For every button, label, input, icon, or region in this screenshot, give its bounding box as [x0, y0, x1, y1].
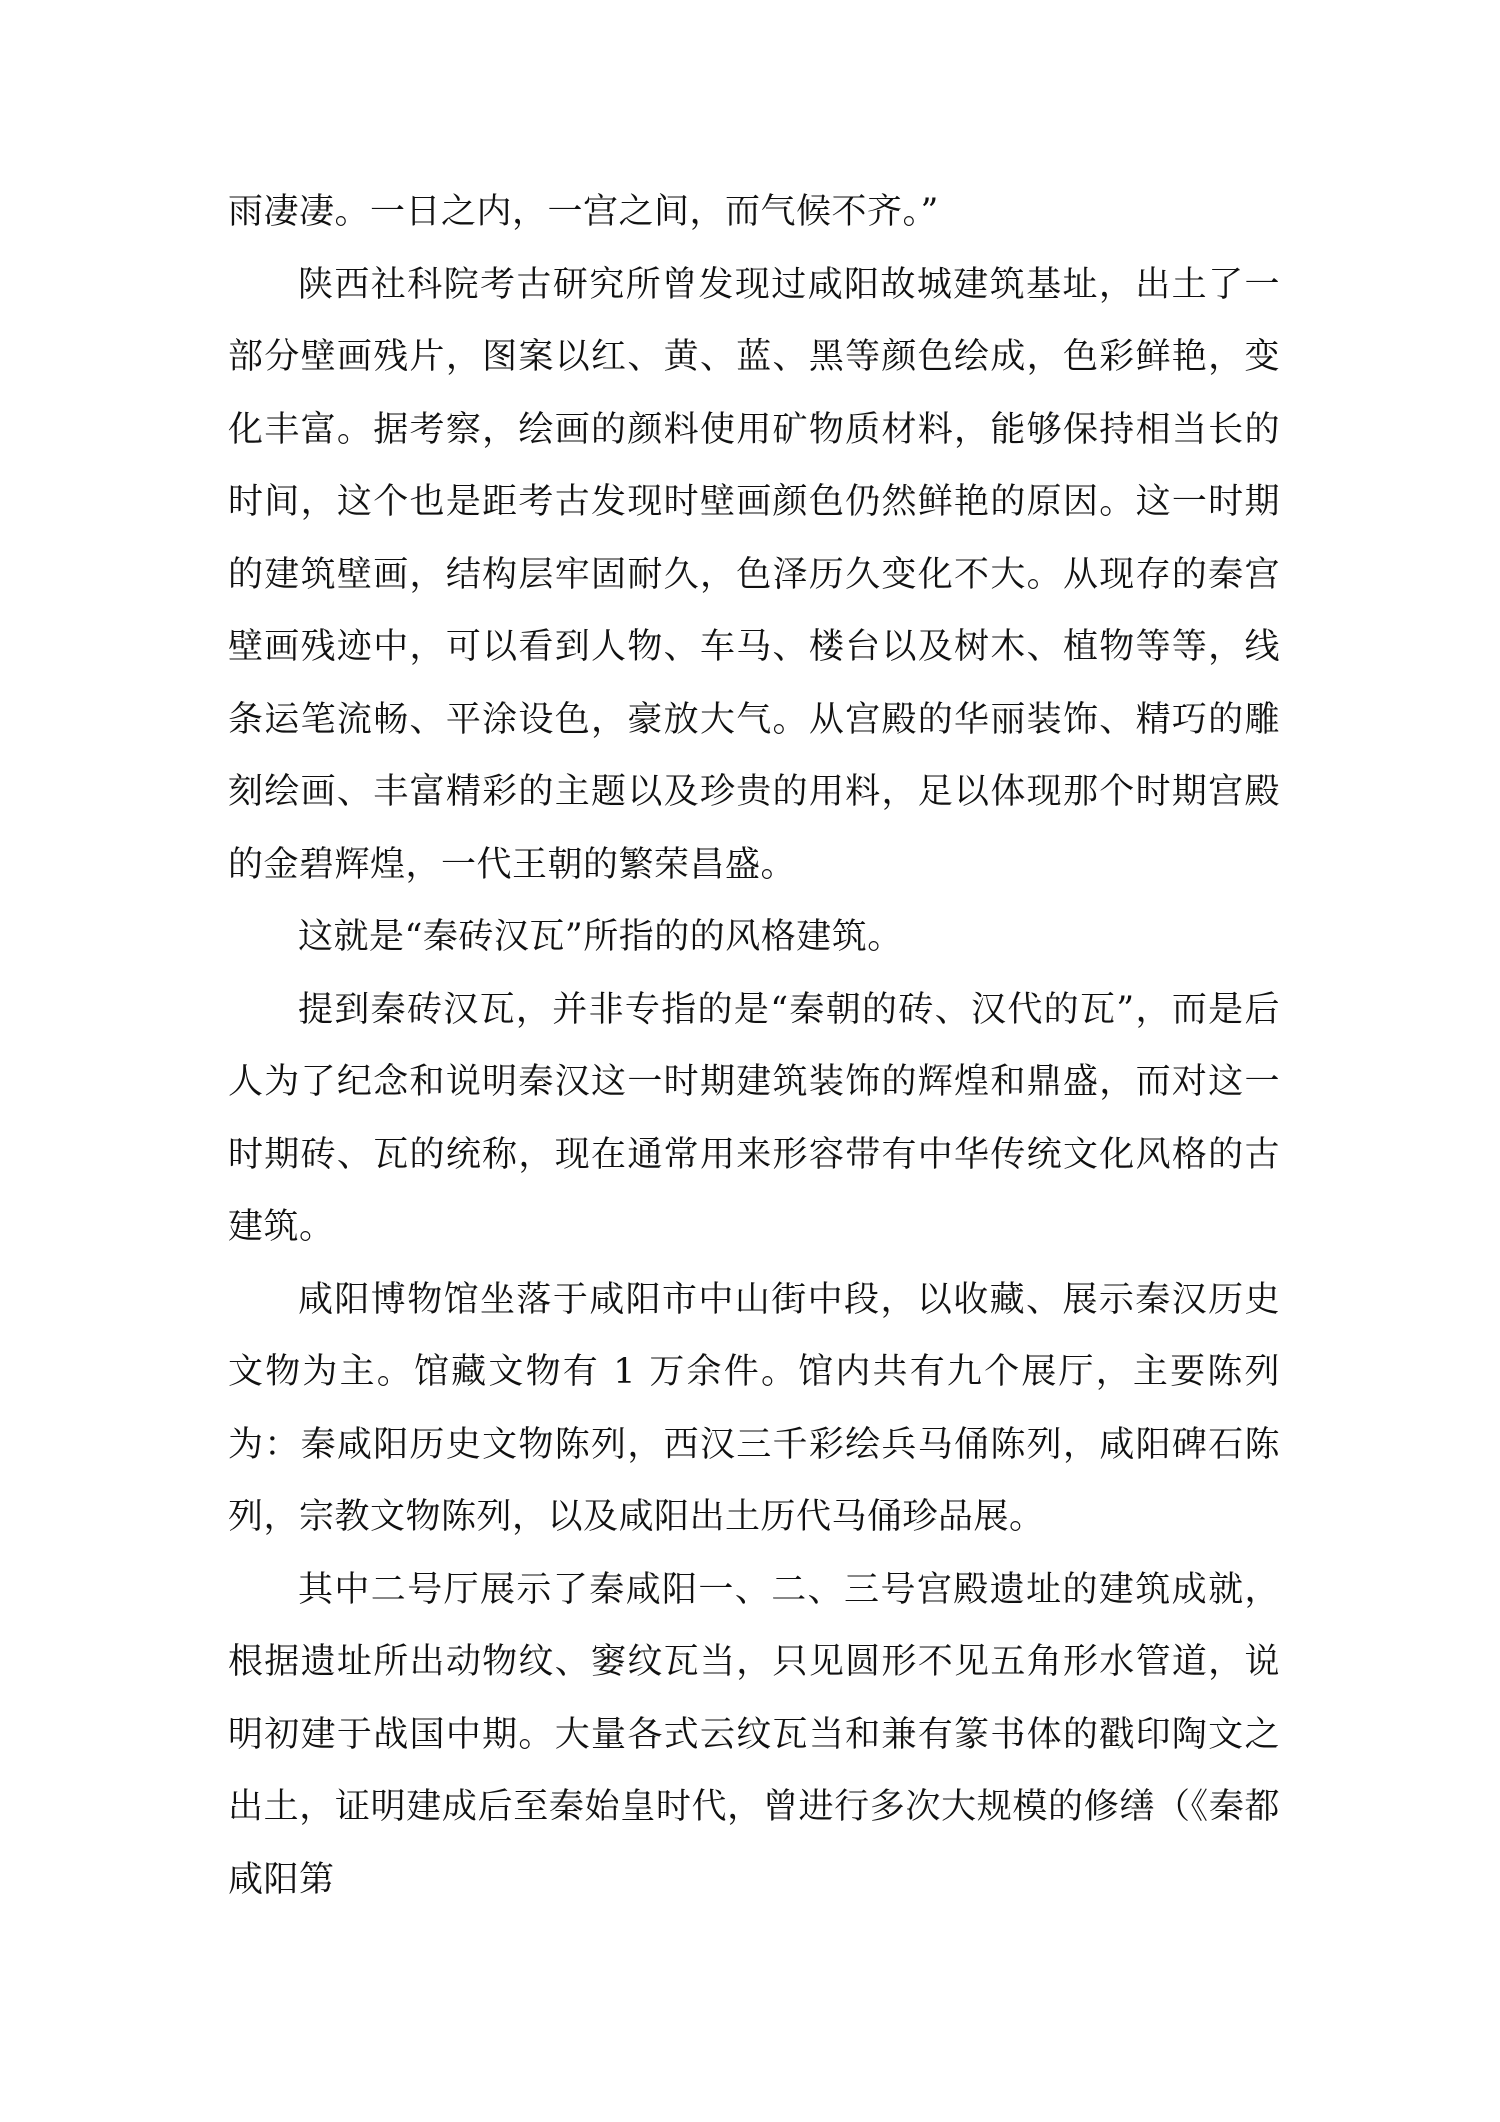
- paragraph-murals: 陕西社科院考古研究所曾发现过咸阳故城建筑基址，出土了一部分壁画残片，图案以红、黄、蓝、黑等颜色绘成，色彩鲜艳，变化丰富。据考察，绘画的颜料使用矿物质材料，能够保持相当长的时间，这个也是距考古发现时壁画颜色仍然鲜艳的原因。这一时期的建筑壁画，结构层牢固耐久，色泽历久变化不大。从现存的秦宫壁画残迹中，可以看到人物、车马、楼台以及树木、植物等等，线条运笔流畅、平涂设色，豪放大气。从宫殿的华丽装饰、精巧的雕刻绘画、丰富精彩的主题以及珍贵的用料，足以体现那个时期宫殿的金碧辉煌，一代王朝的繁荣昌盛。: [228, 264, 1280, 885]
- paragraph-hall-two: 其中二号厅展示了秦咸阳一、二、三号宫殿遗址的建筑成就，根据遗址所出动物纹、窭纹瓦当，只见圆形不见五角形水管道，说明初建于战国中期。大量各式云纹瓦当和兼有篆书体的戳印陶文之出土，证明建成后至秦始皇时代，曾进行多次大规模的修缮（《秦都咸阳第: [228, 1569, 1280, 1900]
- paragraph-xianyang-museum: 咸阳博物馆坐落于咸阳市中山街中段，以收藏、展示秦汉历史文物为主。馆藏文物有 1 万余件。馆内共有九个展厅，主要陈列为：秦咸阳历史文物陈列，西汉三千彩绘兵马俑陈列，咸阳碑石陈列，宗教文物陈列，以及咸阳出土历代马俑珍品展。: [228, 1279, 1280, 1537]
- paragraph-qin-brick-han-tile: 提到秦砖汉瓦，并非专指的是“秦朝的砖、汉代的瓦”，而是后人为了纪念和说明秦汉这一时期建筑装饰的辉煌和鼎盛，而对这一时期砖、瓦的统称，现在通常用来形容带有中华传统文化风格的古建筑。: [228, 989, 1280, 1247]
- paragraph-style: 这就是“秦砖汉瓦”所指的的风格建筑。: [298, 917, 903, 957]
- document-body: [228, 176, 1280, 1916]
- paragraph-continuation: 雨凄凄。一日之内，一宫之间，而气候不齐。”: [228, 192, 939, 232]
